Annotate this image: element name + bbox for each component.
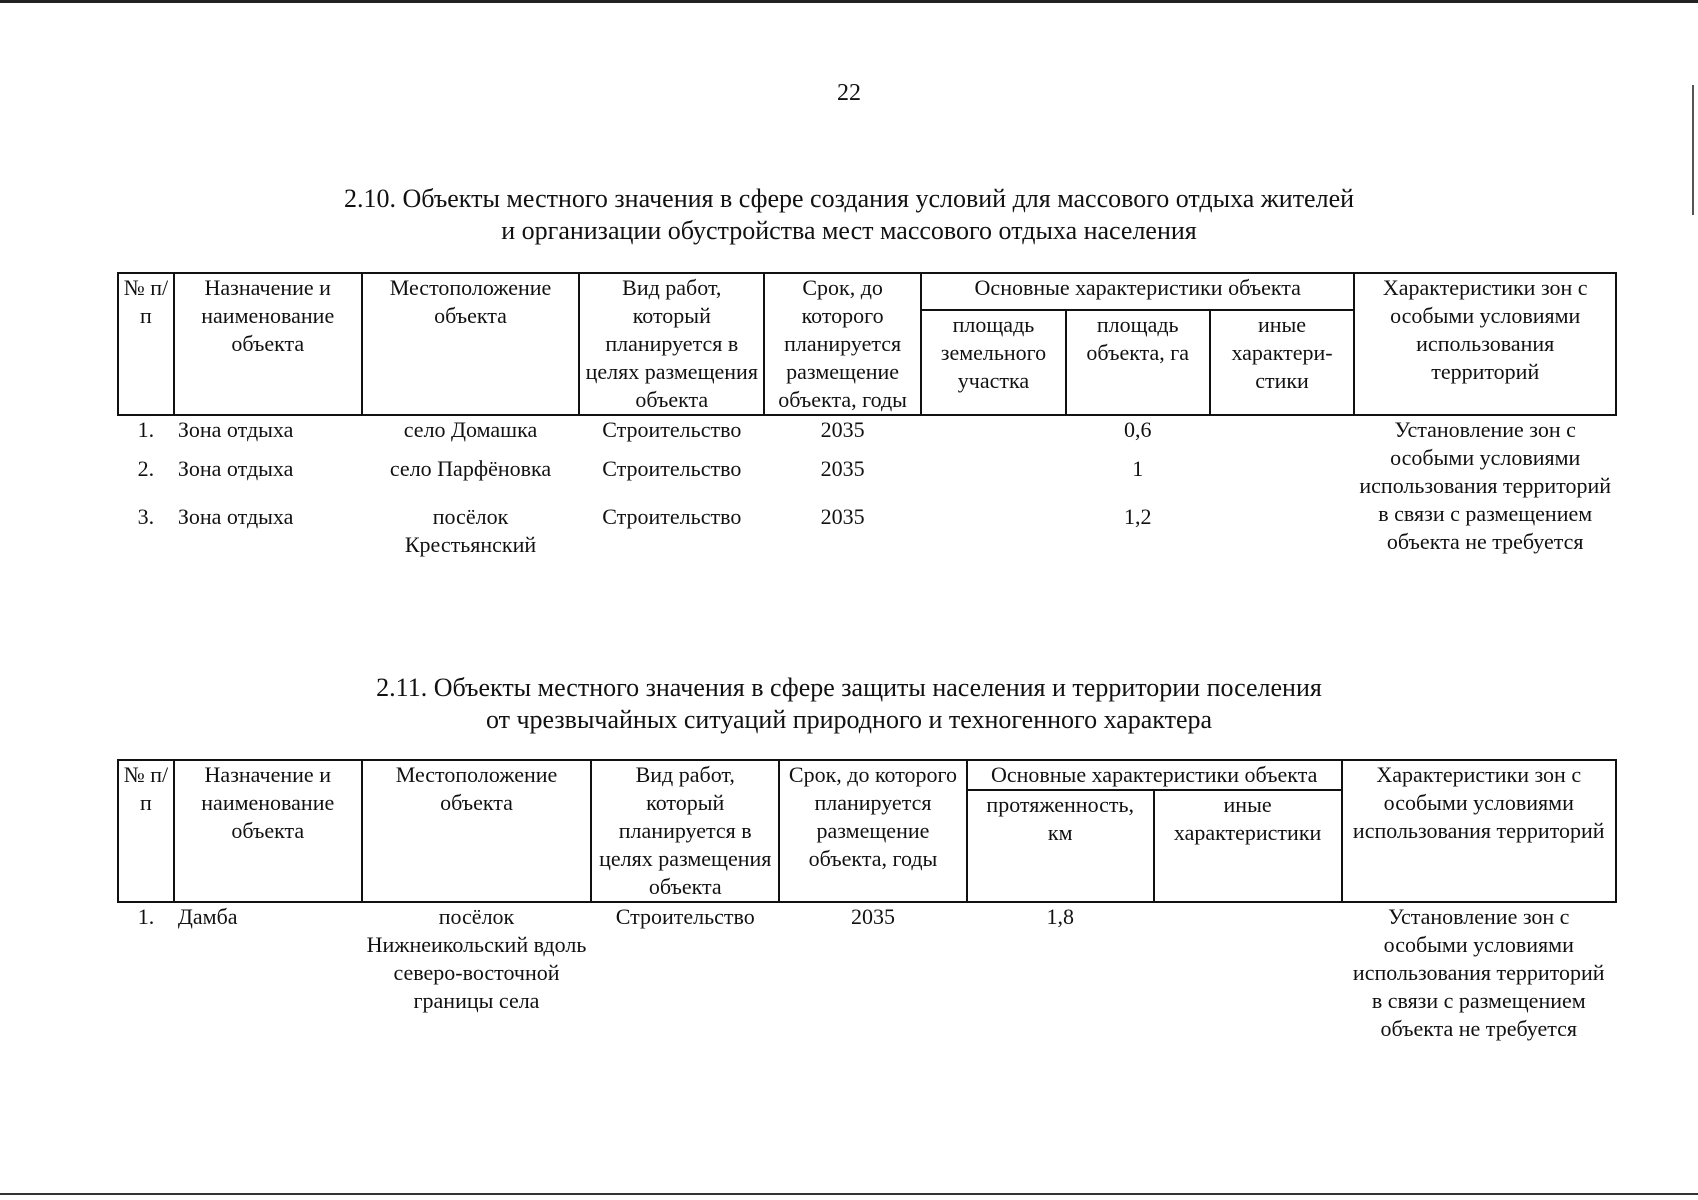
header-zones: Характеристики зон с особыми условиями использования территорий	[1354, 273, 1616, 415]
section-2-11-title-line-2: от чрезвычайных ситуаций природного и техногенного характера	[485, 705, 1213, 734]
header-location: Местоположение объекта	[362, 273, 580, 415]
header-other-characteristics: иные характеристики	[1154, 790, 1342, 902]
cell-num: 1.	[137, 904, 155, 929]
cell-name: Зона отдыха	[177, 504, 294, 529]
section-2-10-title	[0, 183, 1698, 247]
section-2-10-title-line-1: 2.10. Объекты местного значения в сфере создания условий для массового отдыха жителей	[343, 184, 1355, 213]
header-num: № п/п	[118, 273, 174, 415]
header-work-type: Вид работ, который планируется в целях размещения объекта	[579, 273, 764, 415]
cell-term: 2035	[820, 456, 865, 481]
header-land-area: площадь земельного участка	[921, 310, 1066, 415]
cell-location: посёлок Нижнеикольский вдоль северо-восточной границы села	[366, 904, 587, 1013]
cell-work-type: Строительство	[602, 504, 742, 529]
header-name: Назначение и наименование объекта	[174, 273, 362, 415]
cell-land-area	[921, 455, 1066, 503]
cell-land-area	[921, 415, 1066, 455]
cell-name: Зона отдыха	[177, 456, 294, 481]
scan-edge-bottom	[0, 1193, 1698, 1195]
header-num: № п/п	[118, 760, 174, 902]
cell-other	[1154, 902, 1342, 1043]
header-work-type: Вид работ, который планируется в целях размещения объекта	[591, 760, 779, 902]
table-row	[118, 415, 1616, 455]
cell-object-area: 1,2	[1123, 504, 1152, 529]
section-2-10-title-line-2: и организации обустройства мест массового отдыха населения	[501, 216, 1197, 245]
cell-work-type: Строительство	[602, 417, 742, 442]
cell-num: 1.	[137, 417, 155, 442]
cell-location: село Домашка	[403, 417, 538, 442]
header-name: Назначение и наименование объекта	[174, 760, 362, 902]
cell-object-area: 1	[1132, 456, 1144, 481]
cell-name: Зона отдыха	[177, 417, 294, 442]
header-main-characteristics: Основные характеристики объекта	[967, 760, 1342, 790]
cell-work-type: Строительство	[615, 904, 755, 929]
table-row	[118, 902, 1616, 1043]
cell-name: Дамба	[177, 904, 238, 929]
header-main-characteristics: Основные характеристики объекта	[921, 273, 1354, 310]
cell-num: 3.	[137, 504, 155, 529]
header-length: протяженность, км	[967, 790, 1154, 902]
cell-zones: Установление зон с особыми условиями использования территорий в связи с размещением объекта не требуется	[1359, 417, 1612, 554]
cell-work-type: Строительство	[602, 456, 742, 481]
section-2-11-table	[117, 759, 1617, 1043]
page-number: 22	[837, 80, 861, 106]
cell-term: 2035	[820, 417, 865, 442]
section-2-10-table	[117, 272, 1617, 559]
cell-other	[1210, 503, 1355, 559]
cell-length: 1,8	[1046, 904, 1074, 929]
header-term: Срок, до которого планируется размещение объекта, годы	[764, 273, 921, 415]
cell-object-area: 0,6	[1123, 417, 1152, 442]
header-location: Местоположение объекта	[362, 760, 592, 902]
cell-other	[1210, 455, 1355, 503]
header-object-area: площадь объекта, га	[1066, 310, 1210, 415]
section-2-11-title	[0, 672, 1698, 736]
cell-num: 2.	[137, 456, 155, 481]
cell-zones: Установление зон с особыми условиями использования территорий в связи с размещением объекта не требуется	[1352, 904, 1605, 1041]
header-term: Срок, до которого планируется размещение объекта, годы	[779, 760, 967, 902]
cell-location: село Парфёновка	[389, 456, 552, 481]
cell-term: 2035	[820, 504, 865, 529]
scan-edge-top	[0, 0, 1698, 3]
cell-other	[1210, 415, 1355, 455]
header-zones: Характеристики зон с особыми условиями использования территорий	[1342, 760, 1617, 902]
section-2-11-title-line-1: 2.11. Объекты местного значения в сфере защиты населения и территории поселения	[376, 673, 1322, 702]
cell-term: 2035	[850, 904, 895, 929]
cell-location: посёлок Крестьянский	[404, 504, 537, 557]
cell-land-area	[921, 503, 1066, 559]
header-other-characteristics: иные характери-стики	[1210, 310, 1355, 415]
